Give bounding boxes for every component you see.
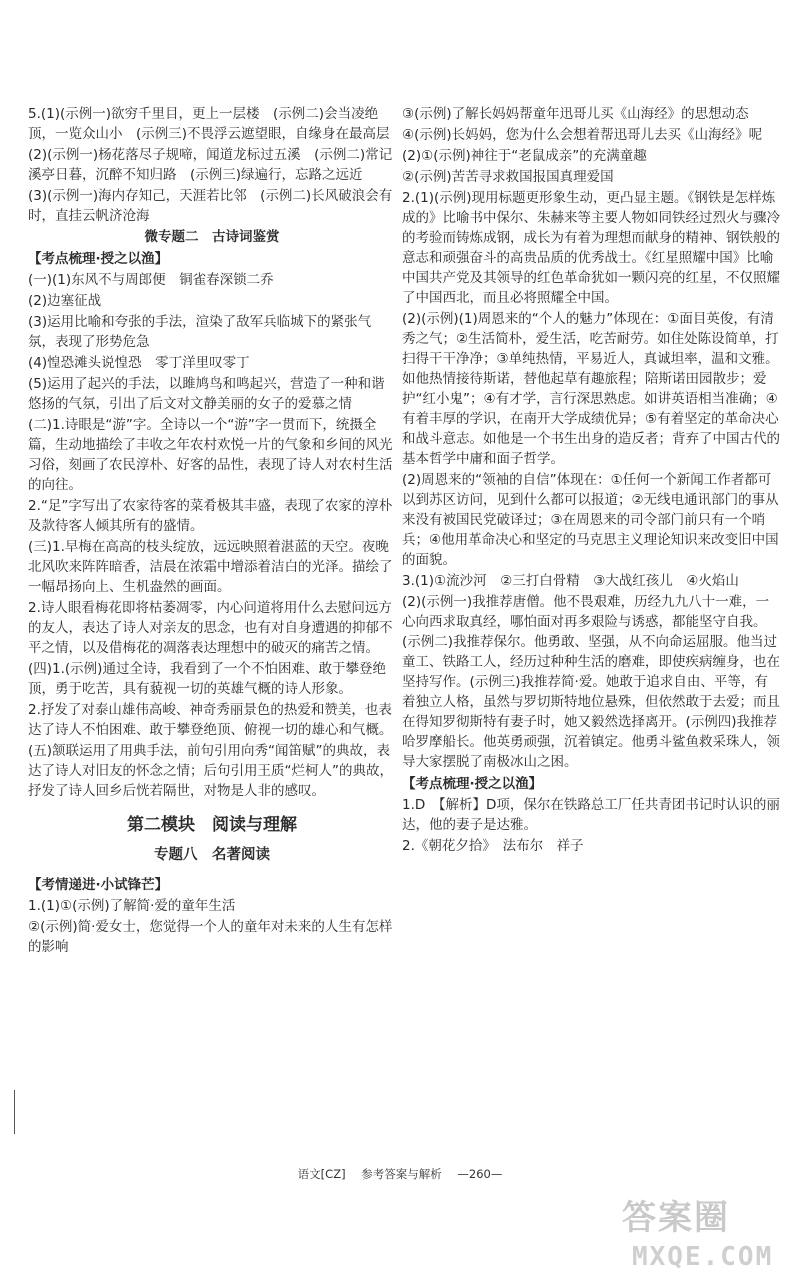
footer-page-number: —260— [457,1167,503,1181]
left-paragraph: ②(示例)简·爱女士，您觉得一个人的童年对未来的人生有怎样的影响 [28,919,393,955]
watermark-logo [622,1190,792,1274]
right-column [402,104,780,857]
right-paragraph: 3.(1)①流沙河 ②三打白骨精 ③大战红孩儿 ④火焰山 [402,573,739,589]
left-paragraph: 2.抒发了对泰山雄伟高峻、神奇秀丽景色的热爱和赞美，也表达了诗人不怕困难、敢于攀登绝顶、俯视一切的雄心和气概。 [28,702,393,738]
left-topic-heading: 专题八 名著阅读 [154,847,270,863]
left-paragraph: 1.(1)①(示例)了解简·爱的童年生活 [28,898,236,914]
right-paragraph: 2.(1)(示例)现用标题更形象生动，更凸显主题。《钢铁是怎样炼成的》比喻书中保尔、朱赫来等主要人物如同铁经过烈火与骤冷的考验而铸炼成钢，成长为有着为理想而献身的精神、钢铁般的意志和顽强奋斗的高贵品质的优秀战士。《红星照耀中国》比喻中国共产党及其领导的红色革命犹如一颗闪亮的红星，不仅照耀了中国西北，而且必将照耀全中国。 [402,190,780,306]
right-paragraph: 1.D 【解析】D项，保尔在铁路总工厂任共青团书记时认识的丽达，他的妻子是达雅。 [402,797,780,833]
page-footer [0,1166,800,1182]
left-paragraph: 2.诗人眼看梅花即将枯萎凋零，内心问道将用什么去慰问远方的友人，表达了诗人对亲友的思念，也有对自身遭遇的抑郁不平之情，以及借梅花的凋落表达理想中的破灭的痛苦之情。 [28,600,393,656]
right-paragraph: (2)周恩来的“领袖的自信”体现在：①任何一个新闻工作者都可以到苏区访问，见到什么都可以报道；②无线电通讯部门的事从来没有被国民党破译过；③在周恩来的司令部门前只有一个哨兵；④他用革命决心和坚定的马克思主义理论知识来改变旧中国的面貌。 [402,472,779,568]
left-paragraph: (一)(1)东风不与周郎便 铜雀春深锁二乔 [28,272,274,288]
right-paragraph: ③(示例)了解长妈妈帮童年迅哥儿买《山海经》的思想动态 [402,106,749,122]
left-paragraph: (2)(示例一)杨花落尽子规啼，闻道龙标过五溪 (示例二)常记溪亭日暮，沉醉不知归路 (示例三)绿遍行，忘路之远近 [28,147,393,183]
left-paragraph: 5.(1)(示例一)欲穷千里目，更上一层楼 (示例二)会当凌绝顶，一览众山小 (示例三)不畏浮云遮望眼，自缘身在最高层 [28,106,390,142]
left-paragraph: (3)(示例一)海内存知己，天涯若比邻 (示例二)长风破浪会有时，直挂云帆济沧海 [28,188,393,224]
right-paragraph: (2)(示例)(1)周恩来的“个人的魅力”体现在：①面目英俊，有清秀之气；②生活简朴，爱生活，吃苦耐劳。如住处陈设简单，打扫得干干净净；③单纯热情，平易近人，真诚坦率，温和文雅。如他热情接待斯诺，替他起草有趣旅程；陪斯诺田园散步；爱护“红小鬼”；④有才学，言行深思熟虑。如讲英语相当准确；④有着丰厚的学识，在南开大学成绩优异；⑤有着坚定的革命决心和战斗意志。如他是一个书生出身的造反者；背弃了中国古代的基本哲学中庸和面子哲学。 [402,311,780,467]
right-paragraph: ②(示例)苦苦寻求救国报国真理爱国 [402,169,614,185]
watermark-sub-text: MXQE.COM [632,1242,774,1272]
left-column [28,104,396,958]
left-module-heading: 第二模块 阅读与理解 [127,815,297,835]
right-paragraph: ④(示例)长妈妈，您为什么会想着帮迅哥儿去买《山海经》呢 [402,127,763,143]
left-paragraph: (2)边塞征战 [28,293,102,309]
right-paragraph: 2.《朝花夕拾》 法布尔 祥子 [402,838,584,854]
left-paragraph: (四)1.(示例)通过全诗，我看到了一个不怕困难、敢于攀登绝顶，勇于吃苦，具有藐视一切的英雄气概的诗人形象。 [28,661,386,697]
left-section-heading: 微专题二 古诗词鉴赏 [144,229,280,245]
left-paragraph: 2.“足”字写出了农家待客的菜肴极其丰盛，表现了农家的淳朴及款待客人倾其所有的盛情。 [28,498,393,534]
margin-bracket [14,1090,18,1134]
left-paragraph: (三)1.早梅在高高的枝头绽放，远远映照着湛蓝的天空。夜晚北风吹来阵阵暗香，洁晨在浓霜中增添着洁白的光泽。描绘了一幅昂扬向上、生机盎然的画面。 [28,539,393,595]
footer-subject: 语文[CZ] [297,1167,346,1181]
right-paragraph: (2)(示例一)我推荐唐僧。他不畏艰难，历经九九八十一难，一心向西求取真经，哪怕面对再多艰险与诱惑，都能坚守自我。(示例二)我推荐保尔。他勇敢、坚强，从不向命运屈服。他当过童工、铁路工人，经历过种种生活的磨难，即使疾病缠身，也在坚持写作。(示例三)我推荐简·爱。她敢于追求自由、平等，有着独立人格，虽然与罗切斯特地位悬殊，但依然敢于去爱；而且在得知罗彻斯特有妻子时，她又毅然选择离开。(示例四)我推荐哈罗摩船长。他英勇顽强，沉着镇定。他勇斗鲨鱼救采珠人，领导大家摆脱了南极冰山之困。 [402,594,780,770]
left-section-tag: 【考情递进·小试锋芒】 [28,877,169,893]
left-paragraph: (5)运用了起兴的手法，以雎鸠鸟和鸣起兴，营造了一种和谐悠扬的气氛，引出了后文对文静美丽的女子的爱慕之情 [28,376,385,412]
left-section-tag: 【考点梳理·授之以渔】 [28,251,169,267]
left-paragraph: (二)1.诗眼是“游”字。全诗以一个“游”字一贯而下，统摄全篇，生动地描绘了丰收之年农村欢悦一片的气象和乡间的风光习俗，刻画了农民淳朴、好客的品性，表现了诗人对农村生活的向往。 [28,417,393,493]
left-paragraph: (4)惶恐滩头说惶恐 零丁洋里叹零丁 [28,355,250,371]
footer-label: 参考答案与解析 [361,1167,442,1181]
right-section-tag: 【考点梳理·授之以渔】 [402,776,543,792]
watermark-main-text: 答案圈 [622,1198,730,1238]
left-paragraph: (五)颔联运用了用典手法，前句引用向秀“闻笛赋”的典故，表达了诗人对旧友的怀念之情；后句引用王质“烂柯人”的典故，抒发了诗人回乡后恍若隔世，对物是人非的感叹。 [28,743,393,799]
left-paragraph: (3)运用比喻和夸张的手法，渲染了敌军兵临城下的紧张气氛，表现了形势危急 [28,314,372,350]
right-paragraph: (2)①(示例)神往于“老鼠成亲”的充满童趣 [402,148,647,164]
